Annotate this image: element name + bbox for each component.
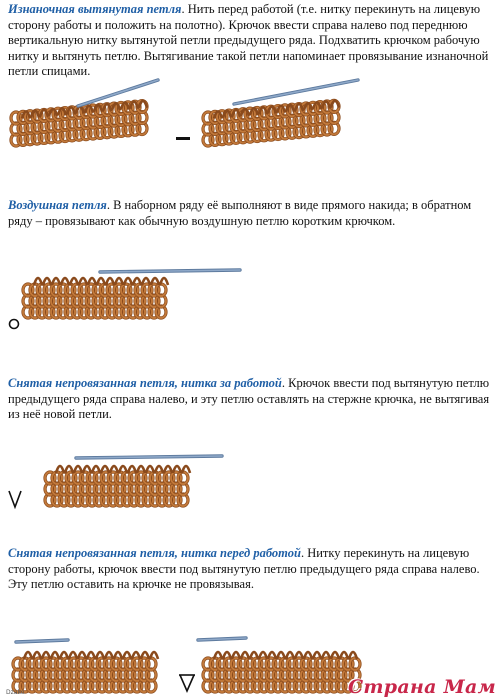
stitch-description: . В наборном ряду её выполняют в виде прямого накида; в обратном ряду – провязывают как обычную воздушную петлю коротким крючком.	[8, 198, 472, 228]
section-slipped-stitch-yarn-back	[0, 370, 500, 540]
section-text	[8, 546, 492, 593]
section-text	[8, 198, 492, 229]
crochet-illustration	[36, 430, 236, 520]
stitch-term: Изнаночная вытянутая петля	[8, 2, 182, 16]
section-text	[8, 2, 492, 80]
crochet-illustration	[8, 72, 368, 164]
circle-symbol-icon	[6, 316, 22, 332]
watermark-logo: Страна Мам	[347, 676, 496, 698]
section-text	[8, 376, 492, 423]
crochet-illustration	[8, 252, 248, 344]
stitch-term: Снятая непровязанная петля, нитка перед работой	[8, 546, 301, 560]
dash-symbol-icon	[174, 132, 194, 144]
section-chain-stitch	[0, 190, 500, 360]
image-credit: Dzako	[6, 689, 25, 696]
stitch-description: . Нить перед работой (т.е. нитку перекинуть на лицевую сторону работы и положить на полотно). Крючок ввести справа налево под переднюю вертикальную нитку вытянутой петли предыдущего ряда. Подхватить крючком рабочую нитку и вытянуть петлю. Вытягивание такой петли напоминает провязывание изнаночной петли спицами.	[8, 2, 489, 78]
stitch-description: . Крючок ввести под вытянутую петлю предыдущего ряда справа налево, и эту петлю оставлять на стержне крючка, не вытягивая из неё новой петли.	[8, 376, 490, 421]
section-purl-elongated-stitch	[0, 0, 500, 190]
stitch-term: Снятая непровязанная петля, нитка за работой	[8, 376, 282, 390]
stitch-description: . Нитку перекинуть на лицевую сторону работы, крючок ввести под вытянутую петлю предыдущего ряда справа налево. Эту петлю оставить на крючке не провязывая.	[8, 546, 480, 591]
crochet-illustration	[8, 618, 178, 700]
stitch-term: Воздушная петля	[8, 198, 107, 212]
v-symbol-icon	[6, 488, 24, 510]
v-bar-symbol-icon	[176, 672, 198, 694]
